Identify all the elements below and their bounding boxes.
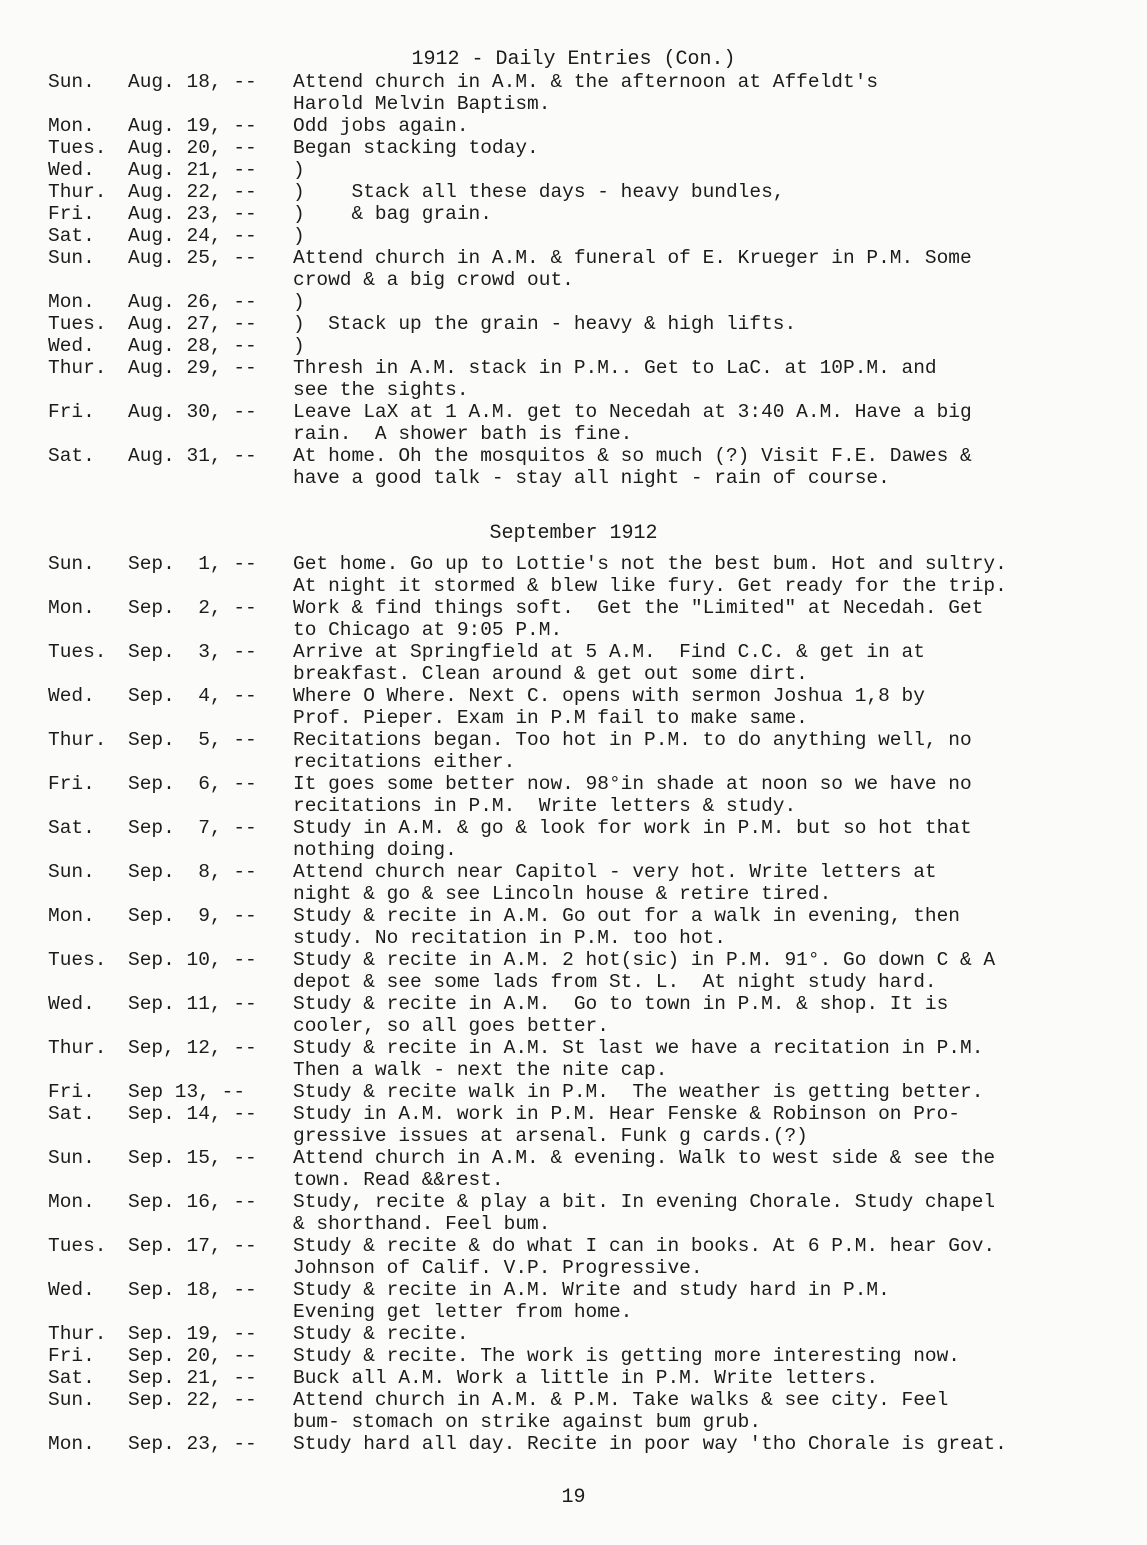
entry-text: Study & recite in A.M. Go out for a walk in evening, then study. No recitation in P.M. too hot. [293, 905, 961, 949]
entry-day: Mon. [48, 905, 95, 927]
entry-text: ) & bag grain. [293, 203, 492, 225]
entry-date: Aug. 26, -- [128, 291, 257, 313]
entry-text: Study & recite & do what I can in books. At 6 P.M. hear Gov. Johnson of Calif. V.P. Progressive. [293, 1235, 996, 1279]
entry-day: Fri. [48, 773, 95, 795]
entry-date: Sep. 8, -- [128, 861, 257, 883]
entry-day: Sun. [48, 1389, 95, 1411]
entry-date: Aug. 20, -- [128, 137, 257, 159]
diary-entry [48, 729, 1140, 773]
entry-day: Sun. [48, 71, 95, 93]
diary-entry [48, 1103, 1140, 1147]
entry-text: Study & recite. The work is getting more interesting now. [293, 1345, 961, 1367]
entry-date: Aug. 25, -- [128, 247, 257, 269]
entry-text: Attend church in A.M. & evening. Walk to west side & see the town. Read &&rest. [293, 1147, 996, 1191]
entry-date: Sep. 7, -- [128, 817, 257, 839]
entry-date: Sep. 17, -- [128, 1235, 257, 1257]
entry-day: Thur. [48, 729, 107, 751]
diary-entry [48, 247, 1140, 291]
page-number: 19 [561, 1486, 586, 1509]
entry-text: ) [293, 335, 305, 357]
entry-text: Where O Where. Next C. opens with sermon Joshua 1,8 by Prof. Pieper. Exam in P.M fail to make same. [293, 685, 925, 729]
entry-date: Sep. 16, -- [128, 1191, 257, 1213]
diary-entry [48, 553, 1140, 597]
entry-text: Thresh in A.M. stack in P.M.. Get to LaC. at 10P.M. and see the sights. [293, 357, 937, 401]
entry-day: Thur. [48, 1323, 107, 1345]
entry-text: ) [293, 291, 305, 313]
entry-day: Wed. [48, 1279, 95, 1301]
diary-entry [48, 115, 1140, 137]
diary-entry [48, 203, 1140, 225]
entry-text: ) [293, 225, 305, 247]
diary-entry [48, 401, 1140, 445]
diary-entry [48, 949, 1140, 993]
diary-entry [48, 1433, 1140, 1455]
entry-day: Sun. [48, 861, 95, 883]
diary-entry [48, 641, 1140, 685]
diary-entry [48, 905, 1140, 949]
diary-entry [48, 159, 1140, 181]
entry-text: It goes some better now. 98°in shade at noon so we have no recitations in P.M. Write letters & study. [293, 773, 972, 817]
entry-date: Sep 13, -- [128, 1081, 246, 1103]
entry-date: Aug. 21, -- [128, 159, 257, 181]
entry-date: Sep. 3, -- [128, 641, 257, 663]
entry-date: Aug. 18, -- [128, 71, 257, 93]
entry-text: Odd jobs again. [293, 115, 469, 137]
diary-entry [48, 993, 1140, 1037]
entry-text: Study & recite in A.M. 2 hot(sic) in P.M. 91°. Go down C & A depot & see some lads from St. L. At night study hard. [293, 949, 996, 993]
diary-entry [48, 357, 1140, 401]
august-entries [48, 71, 1140, 489]
diary-entry [48, 1279, 1140, 1323]
entry-day: Sat. [48, 817, 95, 839]
entry-text: Study & recite in A.M. Go to town in P.M. & shop. It is cooler, so all goes better. [293, 993, 949, 1037]
entry-day: Fri. [48, 1345, 95, 1367]
diary-entry [48, 685, 1140, 729]
entry-day: Tues. [48, 137, 107, 159]
entry-day: Wed. [48, 335, 95, 357]
entry-day: Wed. [48, 685, 95, 707]
diary-entry [48, 291, 1140, 313]
entry-day: Fri. [48, 401, 95, 423]
entry-text: Recitations began. Too hot in P.M. to do anything well, no recitations either. [293, 729, 972, 773]
entry-day: Sun. [48, 1147, 95, 1169]
entry-day: Thur. [48, 181, 107, 203]
entry-text: Leave LaX at 1 A.M. get to Necedah at 3:40 A.M. Have a big rain. A shower bath is fine. [293, 401, 972, 445]
entry-day: Thur. [48, 1037, 107, 1059]
entry-day: Sun. [48, 553, 95, 575]
entry-date: Sep. 21, -- [128, 1367, 257, 1389]
entry-text: Attend church in A.M. & funeral of E. Krueger in P.M. Some crowd & a big crowd out. [293, 247, 972, 291]
diary-entry [48, 1191, 1140, 1235]
entry-date: Aug. 31, -- [128, 445, 257, 467]
entry-text: At home. Oh the mosquitos & so much (?) Visit F.E. Dawes & have a good talk - stay all night - rain of course. [293, 445, 972, 489]
entry-day: Mon. [48, 1191, 95, 1213]
entry-day: Mon. [48, 597, 95, 619]
entry-text: ) Stack all these days - heavy bundles, [293, 181, 785, 203]
entry-date: Aug. 23, -- [128, 203, 257, 225]
entry-date: Sep. 10, -- [128, 949, 257, 971]
entry-date: Aug. 30, -- [128, 401, 257, 423]
entry-date: Sep. 11, -- [128, 993, 257, 1015]
entry-text: Study & recite in A.M. St last we have a recitation in P.M. Then a walk - next the nite cap. [293, 1037, 984, 1081]
entry-date: Sep. 4, -- [128, 685, 257, 707]
entry-text: Get home. Go up to Lottie's not the best bum. Hot and sultry. At night it stormed & blew like fury. Get ready for the trip. [293, 553, 1007, 597]
diary-entry [48, 1345, 1140, 1367]
entry-text: ) Stack up the grain - heavy & high lifts. [293, 313, 797, 335]
entry-text: Arrive at Springfield at 5 A.M. Find C.C. & get in at breakfast. Clean around & get out some dirt. [293, 641, 925, 685]
entry-day: Fri. [48, 1081, 95, 1103]
diary-entry [48, 71, 1140, 115]
entry-day: Sun. [48, 247, 95, 269]
entry-day: Wed. [48, 159, 95, 181]
entry-day: Tues. [48, 313, 107, 335]
entry-date: Sep. 15, -- [128, 1147, 257, 1169]
diary-entry [48, 861, 1140, 905]
diary-entry [48, 137, 1140, 159]
entry-date: Aug. 22, -- [128, 181, 257, 203]
diary-entry [48, 1235, 1140, 1279]
diary-entry [48, 1323, 1140, 1345]
entry-text: Study hard all day. Recite in poor way 'tho Chorale is great. [293, 1433, 1007, 1455]
entry-text: Attend church in A.M. & P.M. Take walks & see city. Feel bum- stomach on strike against bum grub. [293, 1389, 949, 1433]
entry-date: Aug. 19, -- [128, 115, 257, 137]
entry-text: Study & recite walk in P.M. The weather is getting better. [293, 1081, 984, 1103]
entry-text: Attend church near Capitol - very hot. Write letters at night & go & see Lincoln house & retire tired. [293, 861, 937, 905]
entry-date: Sep. 14, -- [128, 1103, 257, 1125]
diary-entry [48, 1367, 1140, 1389]
entry-day: Sat. [48, 445, 95, 467]
entry-day: Tues. [48, 949, 107, 971]
entry-date: Sep. 19, -- [128, 1323, 257, 1345]
entry-day: Sat. [48, 1103, 95, 1125]
entry-date: Sep. 6, -- [128, 773, 257, 795]
diary-entry [48, 313, 1140, 335]
entry-date: Sep. 23, -- [128, 1433, 257, 1455]
diary-entry [48, 1147, 1140, 1191]
entry-day: Fri. [48, 203, 95, 225]
entry-day: Thur. [48, 357, 107, 379]
entry-text: Study, recite & play a bit. In evening Chorale. Study chapel & shorthand. Feel bum. [293, 1191, 996, 1235]
entry-text: Study & recite. [293, 1323, 469, 1345]
page-title: 1912 - Daily Entries (Con.) [411, 48, 736, 71]
entry-day: Tues. [48, 1235, 107, 1257]
september-entries [48, 553, 1140, 1455]
entry-day: Mon. [48, 115, 95, 137]
entry-date: Aug. 29, -- [128, 357, 257, 379]
diary-entry [48, 597, 1140, 641]
entry-date: Sep. 9, -- [128, 905, 257, 927]
entry-text: Study & recite in A.M. Write and study hard in P.M. Evening get letter from home. [293, 1279, 890, 1323]
entry-date: Sep. 20, -- [128, 1345, 257, 1367]
diary-entry [48, 445, 1140, 489]
entry-text: ) [293, 159, 305, 181]
entry-day: Mon. [48, 1433, 95, 1455]
entry-day: Wed. [48, 993, 95, 1015]
entry-day: Tues. [48, 641, 107, 663]
diary-entry [48, 335, 1140, 357]
entry-date: Aug. 24, -- [128, 225, 257, 247]
entry-date: Sep. 18, -- [128, 1279, 257, 1301]
entry-text: Study in A.M. work in P.M. Hear Fenske & Robinson on Pro- gressive issues at arsenal. Funk g cards.(?) [293, 1103, 961, 1147]
entry-text: Study in A.M. & go & look for work in P.M. but so hot that nothing doing. [293, 817, 972, 861]
entry-text: Began stacking today. [293, 137, 539, 159]
diary-entry [48, 773, 1140, 817]
diary-entry [48, 1037, 1140, 1081]
entry-date: Sep. 2, -- [128, 597, 257, 619]
entry-text: Attend church in A.M. & the afternoon at Affeldt's Harold Melvin Baptism. [293, 71, 879, 115]
diary-entry [48, 1389, 1140, 1433]
diary-entry [48, 181, 1140, 203]
entry-text: Buck all A.M. Work a little in P.M. Write letters. [293, 1367, 879, 1389]
entry-day: Sat. [48, 225, 95, 247]
entry-date: Sep. 22, -- [128, 1389, 257, 1411]
entry-date: Sep. 1, -- [128, 553, 257, 575]
entry-date: Aug. 28, -- [128, 335, 257, 357]
entry-day: Mon. [48, 291, 95, 313]
september-heading: September 1912 [489, 522, 658, 545]
entry-date: Sep. 5, -- [128, 729, 257, 751]
entry-day: Sat. [48, 1367, 95, 1389]
entry-date: Sep, 12, -- [128, 1037, 257, 1059]
diary-entry [48, 225, 1140, 247]
entry-text: Work & find things soft. Get the "Limited" at Necedah. Get to Chicago at 9:05 P.M. [293, 597, 984, 641]
entry-date: Aug. 27, -- [128, 313, 257, 335]
diary-entry [48, 1081, 1140, 1103]
diary-entry [48, 817, 1140, 861]
